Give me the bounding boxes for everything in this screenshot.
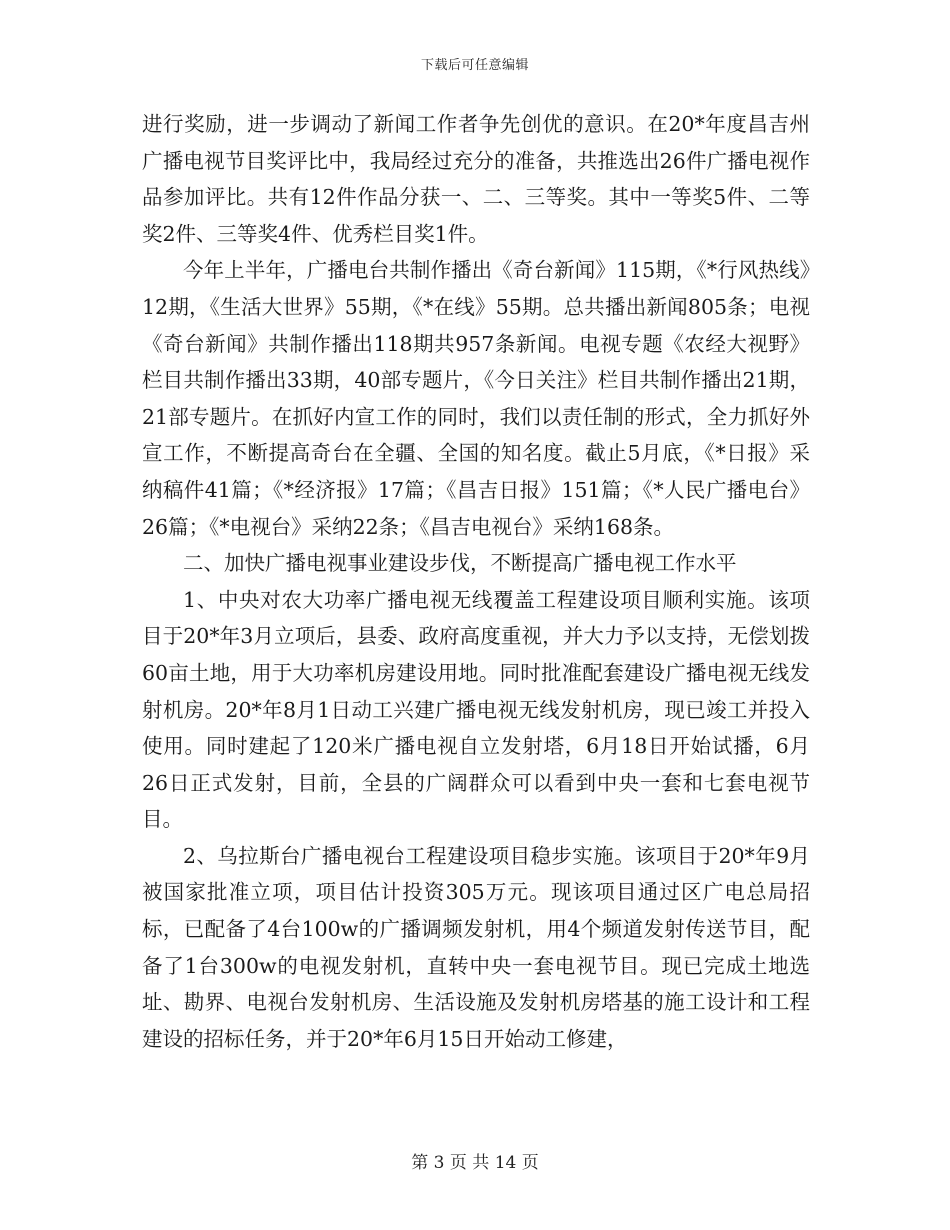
header-text: 下载后可任意编辑 <box>420 58 529 73</box>
paragraph-project-2: 2、乌拉斯台广播电视台工程建设项目稳步实施。该项目于20*年9月被国家批准立项，项目估计投资305万元。现该项目通过区广电总局招标，已配备了4台100w的广播调频发射机，用4个频道发射传送节目，配备了1台300w的电视发射机，直转中央一套电视节目。现已完成土地选址、勘界、电视台发射机房、生活设施及发射机房塔基的施工设计和工程建设的招标任务，并于20*年6月15日开始动工修建， <box>142 843 810 1051</box>
document-body <box>142 106 810 1057</box>
page-footer <box>0 1148 950 1173</box>
paragraph-continuation: 进行奖励，进一步调动了新闻工作者争先创优的意识。在20*年度昌吉州广播电视节目奖评比中，我局经过充分的准备，共推选出26件广播电视作品参加评比。共有12件作品分获一、二、三等奖。其中一等奖5件、二等奖2件、三等奖4件、优秀栏目奖1件。 <box>142 112 810 246</box>
page-header <box>0 54 950 73</box>
section-heading: 二、加快广播电视事业建设步伐，不断提高广播电视工作水平 <box>183 551 737 576</box>
paragraph-broadcast-stats: 今年上半年，广播电台共制作播出《奇台新闻》115期，《*行风热线》12期，《生活大世界》55期，《*在线》55期。总共播出新闻805条；电视《奇台新闻》共制作播出118期共957条新闻。电视专题《农经大视野》栏目共制作播出33期，40部专题片，《今日关注》栏目共制作播出21期，21部专题片。在抓好内宣工作的同时，我们以责任制的形式，全力抓好外宣工作，不断提高奇台在全疆、全国的知名度。截止5月底，《*日报》采纳稿件41篇；《*经济报》17篇；《昌吉日报》151篇；《*人民广播电台》26篇；《*电视台》采纳22条；《昌吉电视台》采纳168条。 <box>142 258 810 539</box>
footer-current-page: 3 <box>433 1153 445 1173</box>
footer-suffix: 页 <box>521 1153 539 1173</box>
footer-prefix: 第 <box>411 1153 429 1173</box>
footer-total-pages: 14 <box>494 1153 517 1173</box>
paragraph-project-1: 1、中央对农大功率广播电视无线覆盖工程建设项目顺利实施。该项目于20*年3月立项后，县委、政府高度重视，并大力予以支持，无偿划拨60亩土地，用于大功率机房建设用地。同时批准配套建设广播电视无线发射机房。20*年8月1日动工兴建广播电视无线发射机房，现已竣工并投入使用。同时建起了120米广播电视自立发射塔，6月18日开始试播，6月26日正式发射，目前，全县的广阔群众可以看到中央一套和七套电视节目。 <box>142 587 810 832</box>
footer-middle: 页 共 <box>449 1153 490 1173</box>
